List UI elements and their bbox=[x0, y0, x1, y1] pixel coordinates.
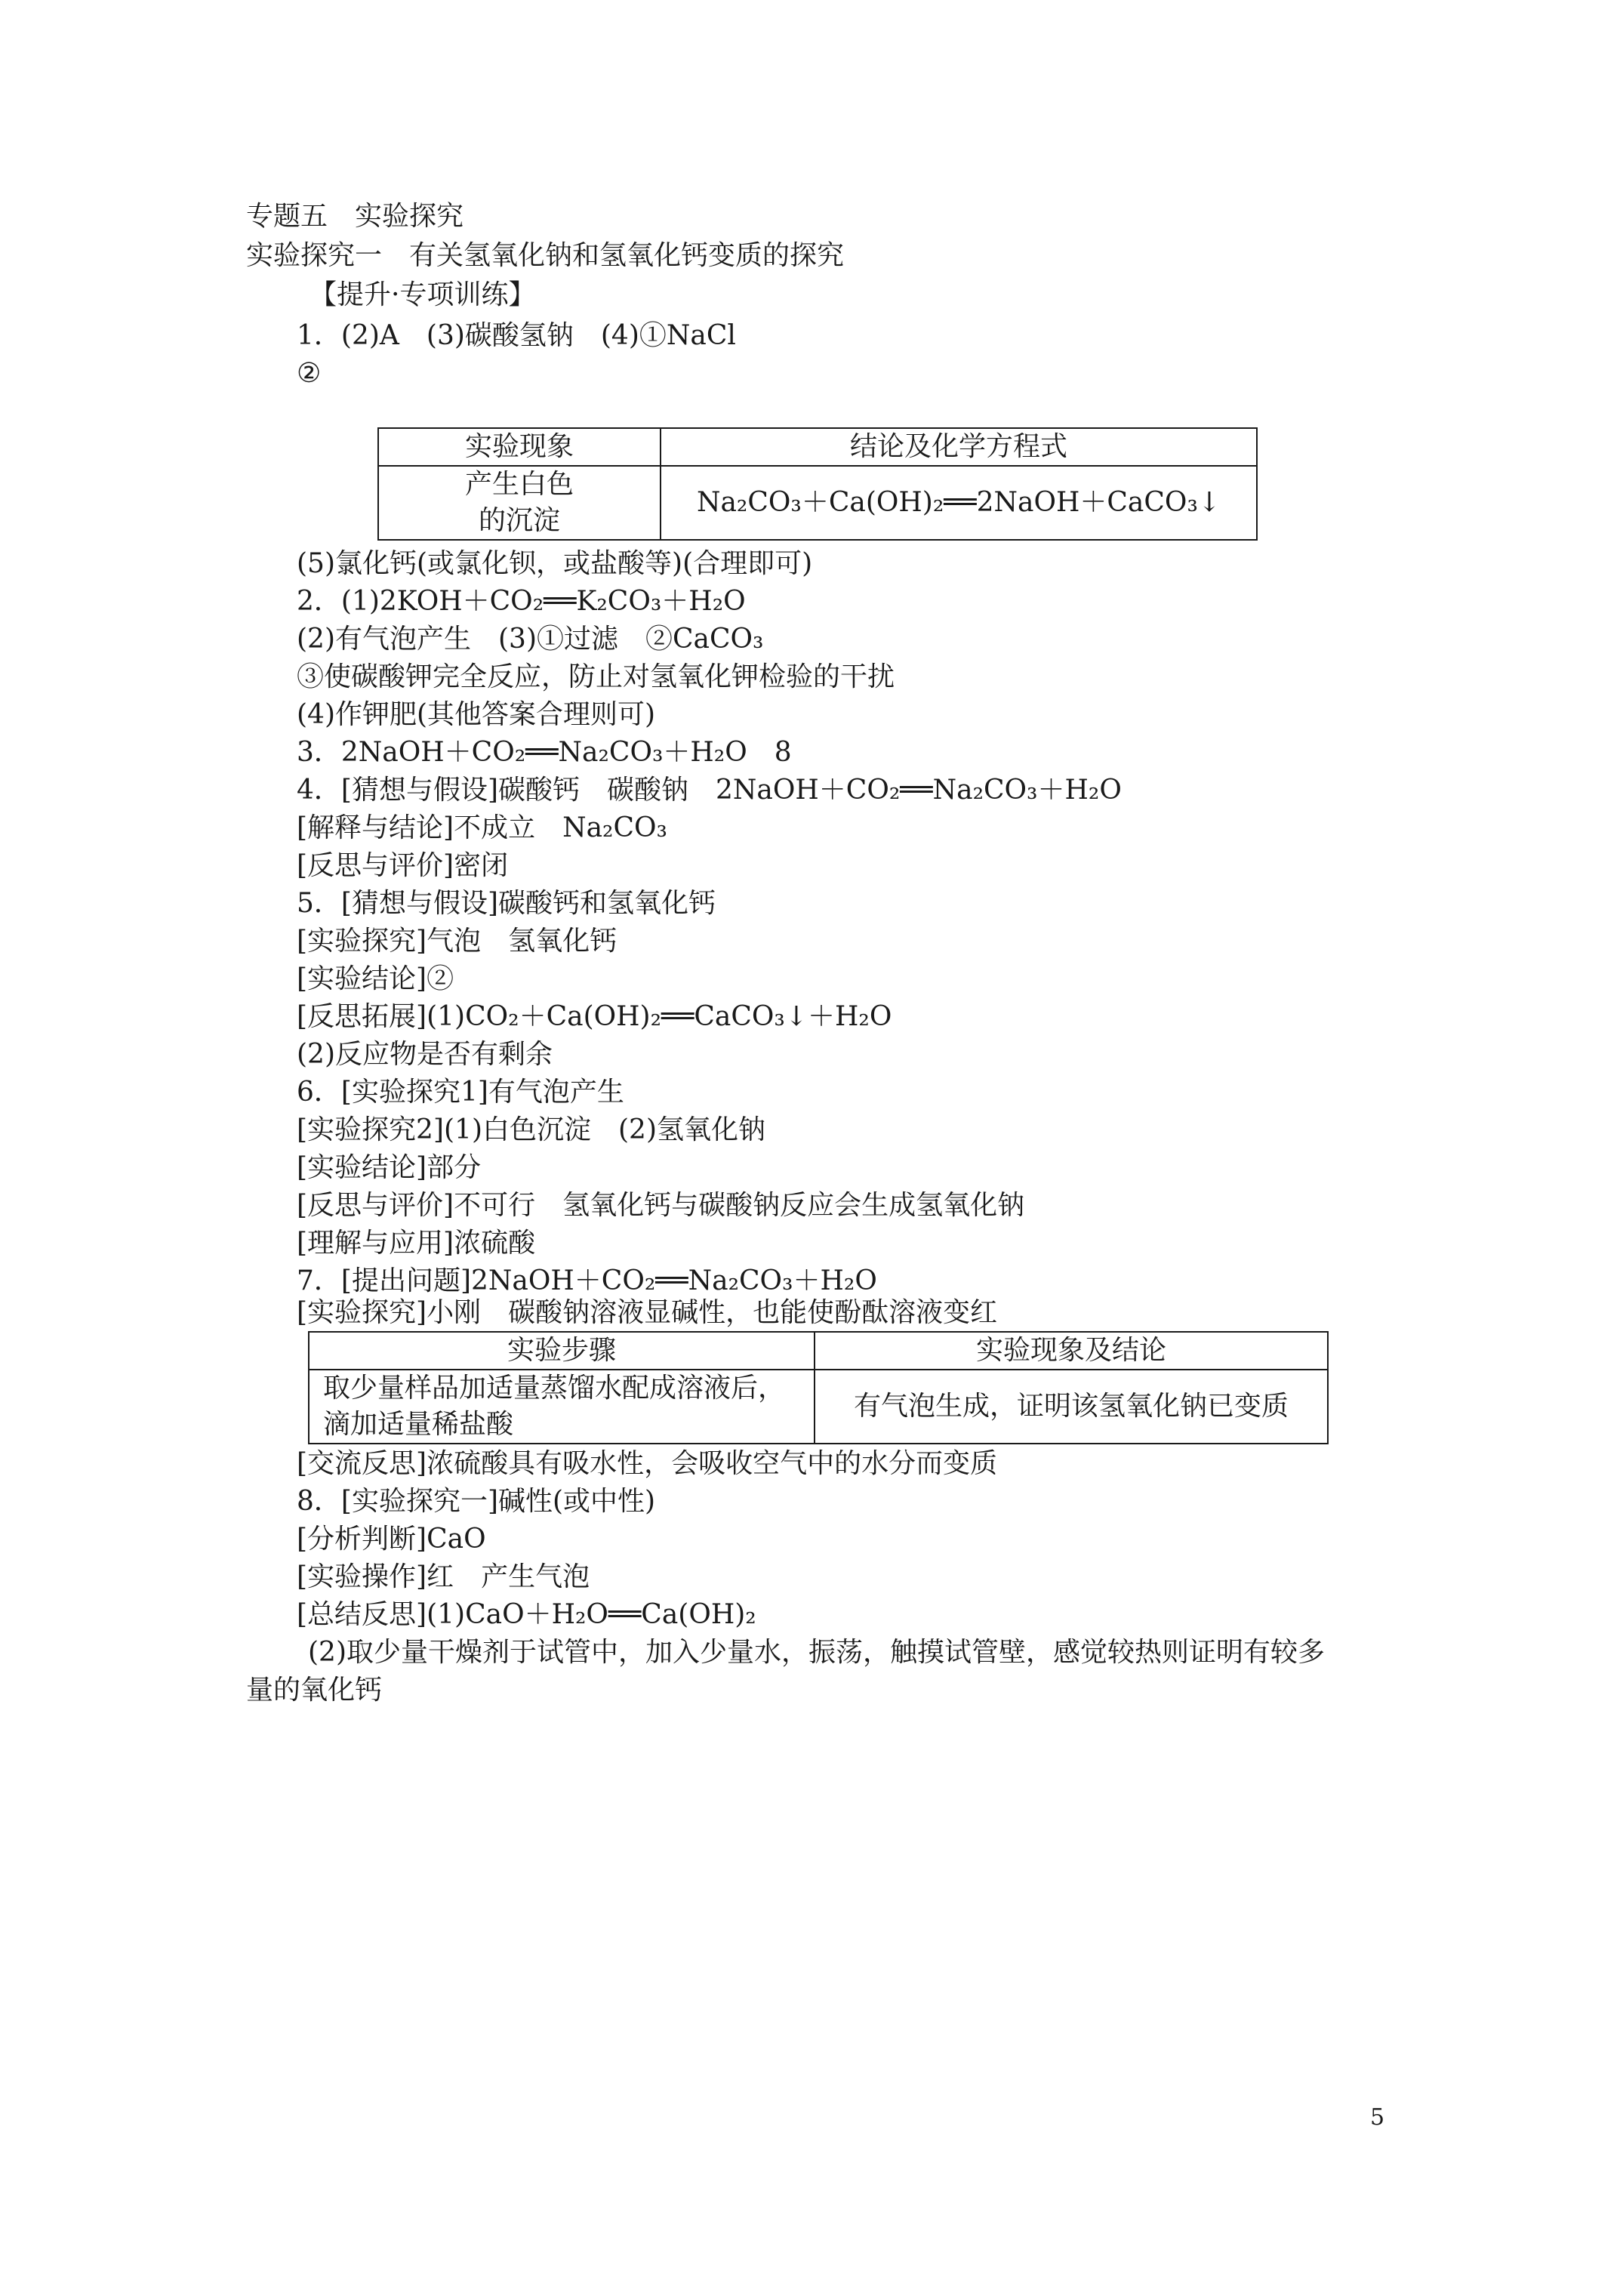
table-cell-step bbox=[309, 1370, 815, 1444]
answer-1-part2: ② bbox=[297, 358, 322, 389]
answer-1-table bbox=[377, 427, 1258, 541]
table-cell-result: 有气泡生成，证明该氢氧化钠已变质 bbox=[815, 1370, 1328, 1444]
answer-2-line: (4)作钾肥(其他答案合理则可) bbox=[297, 699, 656, 730]
table-header-row bbox=[378, 428, 1257, 466]
answer-8-line: 量的氧化钙 bbox=[246, 1675, 383, 1706]
table-cell-phenomenon bbox=[378, 466, 661, 540]
answer-5-line: [实验结论]② bbox=[297, 963, 454, 994]
table-header-cell: 实验现象及结论 bbox=[815, 1332, 1328, 1370]
answer-6-line: [实验探究2](1)白色沉淀 (2)氢氧化钠 bbox=[297, 1114, 765, 1145]
answer-8-line: [总结反思](1)CaO＋H₂O══Ca(OH)₂ bbox=[297, 1599, 756, 1630]
training-label: 【提升·专项训练】 bbox=[310, 279, 536, 310]
answer-6-line: [反思与评价]不可行 氢氧化钙与碳酸钠反应会生成氢氧化钠 bbox=[297, 1190, 1025, 1221]
answer-5-line: (2)反应物是否有剩余 bbox=[297, 1039, 553, 1070]
table-cell-equation: Na₂CO₃＋Ca(OH)₂══2NaOH＋CaCO₃↓ bbox=[661, 466, 1257, 540]
page-number: 5 bbox=[1370, 2104, 1385, 2131]
answer-1: 1．(2)A (3)碳酸氢钠 (4)①NaCl bbox=[297, 320, 736, 351]
topic-title: 专题五 实验探究 bbox=[246, 201, 464, 232]
answer-8-line: [分析判断]CaO bbox=[297, 1524, 486, 1555]
answer-5: 5．[猜想与假设]碳酸钙和氢氧化钙 bbox=[297, 888, 716, 919]
answer-6: 6．[实验探究1]有气泡产生 bbox=[297, 1077, 624, 1108]
answer-8: 8．[实验探究一]碱性(或中性) bbox=[297, 1486, 656, 1517]
answer-6-line: [理解与应用]浓硫酸 bbox=[297, 1228, 536, 1259]
answer-6-line: [实验结论]部分 bbox=[297, 1152, 482, 1183]
answer-5-line: [反思拓展](1)CO₂＋Ca(OH)₂══CaCO₃↓＋H₂O bbox=[297, 1001, 892, 1032]
table-cell-line: 产生白色 bbox=[464, 469, 574, 500]
table-header-cell: 实验步骤 bbox=[309, 1332, 815, 1370]
table-cell-line: 滴加适量稀盐酸 bbox=[323, 1409, 514, 1440]
table-cell-line: 取少量样品加适量蒸馏水配成溶液后， bbox=[323, 1373, 786, 1404]
answer-8-line: (2)取少量干燥剂于试管中，加入少量水，振荡，触摸试管壁，感觉较热则证明有较多 bbox=[308, 1637, 1325, 1668]
answer-7-line: [实验探究]小刚 碳酸钠溶液显碱性，也能使酚酞溶液变红 bbox=[297, 1297, 998, 1328]
answer-7: 7．[提出问题]2NaOH＋CO₂══Na₂CO₃＋H₂O bbox=[297, 1265, 877, 1296]
answer-4-line: [解释与结论]不成立 Na₂CO₃ bbox=[297, 812, 667, 843]
answer-7-table bbox=[308, 1331, 1329, 1444]
answer-7-line: [交流反思]浓硫酸具有吸水性，会吸收空气中的水分而变质 bbox=[297, 1448, 998, 1479]
answer-3: 3．2NaOH＋CO₂══Na₂CO₃＋H₂O 8 bbox=[297, 737, 792, 768]
table-header-cell: 实验现象 bbox=[378, 428, 661, 466]
answer-2: 2．(1)2KOH＋CO₂══K₂CO₃＋H₂O bbox=[297, 586, 746, 617]
table-row bbox=[378, 466, 1257, 540]
answer-1-part5: (5)氯化钙(或氯化钡，或盐酸等)(合理即可) bbox=[297, 548, 813, 579]
answer-8-line: [实验操作]红 产生气泡 bbox=[297, 1561, 590, 1592]
answer-5-line: [实验探究]气泡 氢氧化钙 bbox=[297, 926, 617, 957]
table-header-row bbox=[309, 1332, 1328, 1370]
answer-4: 4．[猜想与假设]碳酸钙 碳酸钠 2NaOH＋CO₂══Na₂CO₃＋H₂O bbox=[297, 775, 1122, 806]
table-cell-line: 的沉淀 bbox=[478, 505, 560, 536]
section-title: 实验探究一 有关氢氧化钠和氢氧化钙变质的探究 bbox=[246, 240, 845, 271]
table-row bbox=[309, 1370, 1328, 1444]
answer-4-line: [反思与评价]密闭 bbox=[297, 850, 509, 881]
table-header-cell: 结论及化学方程式 bbox=[661, 428, 1257, 466]
answer-2-line: (2)有气泡产生 (3)①过滤 ②CaCO₃ bbox=[297, 624, 764, 655]
answer-2-line: ③使碳酸钾完全反应，防止对氢氧化钾检验的干扰 bbox=[297, 661, 895, 692]
